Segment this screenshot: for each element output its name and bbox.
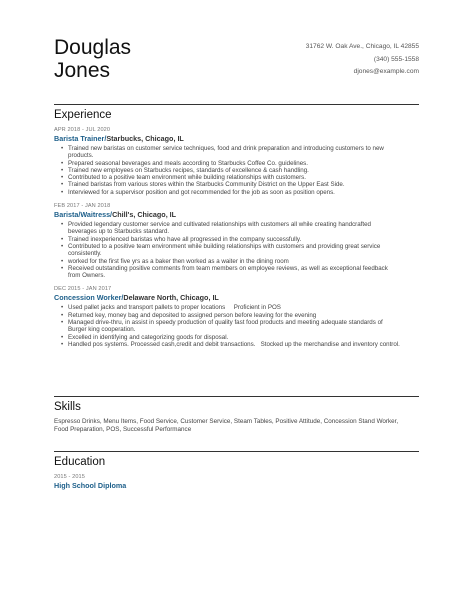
skills-list: Espresso Drinks, Menu Items, Food Service, Customer Service, Steam Tables, Positive Attitude, Concession Stand Worker, Food Preparation, POS, Successful Performance (54, 418, 399, 433)
bullet-item: • Trained new baristas on customer service techniques, food and drink preparation and introducing customers to new products. (68, 145, 419, 160)
candidate-name (54, 36, 131, 82)
bullet-item: • Contributed to a positive team environment while building relationships with customers. (68, 174, 419, 181)
job-company: Chill's, Chicago, IL (112, 210, 177, 220)
bullet-item: • Trained baristas from various stores within the Starbucks Community District on the Upper East Side. (68, 181, 419, 188)
phone: (340) 555-1558 (373, 55, 419, 63)
job-title (54, 293, 419, 303)
section-divider (54, 104, 419, 105)
job-dates: APR 2018 - JUL 2020 (54, 127, 111, 133)
bullet-item: • Trained new employees on Starbucks recipes, standards of excellence & cash handling. (68, 167, 419, 174)
contact-info (306, 41, 419, 79)
section-divider (54, 396, 419, 397)
section-title-skills: Skills (54, 401, 81, 413)
bullet-item: • Trained inexperienced baristas who have all progressed in the company successfully. (68, 236, 419, 243)
first-name: Douglas (54, 36, 132, 59)
job-title (54, 134, 419, 144)
section-divider (54, 451, 419, 452)
bullet-item: • Used pallet jacks and transport pallets to proper locations Proficient in POS (68, 304, 419, 311)
bullet-item: • Contributed to a positive team environment while building relationships with customers and providing great service consistently. (68, 243, 419, 258)
email: djones@example.com (353, 68, 419, 75)
job-company: Delaware North, Chicago, IL (123, 293, 219, 303)
skills-section (54, 396, 419, 433)
education-dates: 2015 - 2015 (54, 474, 85, 480)
bullet-item: • worked for the first five yrs as a baker then worked as a waiter in the dining room (68, 258, 419, 265)
bullet-item: • Managed drive-thru, in assist in speedy production of quality fast food products and meeting adequate standards of Burger king cooperation. (68, 319, 419, 334)
bullet-item: • Provided legendary customer service and cultivated relationships with customers all while creating handcrafted beverages up to Starbucks standard. (68, 221, 419, 236)
job-dates: DEC 2015 - JAN 2017 (54, 286, 112, 293)
job-bullets (54, 221, 419, 279)
job-entry (54, 126, 419, 196)
bullet-item: • Returned key, money bag and deposited to assigned person before leaving for the evening (68, 312, 419, 319)
job-bullets (54, 304, 419, 348)
education-degree: High School Diploma (54, 481, 127, 490)
experience-section (54, 104, 419, 354)
bullet-item: • Received outstanding positive comments from team members on employee reviews, as well as exceptional feedback from Owners. (68, 265, 419, 280)
job-entry (54, 202, 419, 279)
job-company: Starbucks, Chicago, IL (106, 134, 184, 143)
bullet-item: • Prepared seasonal beverages and meals according to Starbucks Coffee Co. guidelines. (68, 160, 419, 167)
bullet-item: • Handled pos systems. Processed cash,credit and debit transactions. Stocked up the merchandise and inventory control. (68, 341, 419, 348)
last-name: Jones (54, 59, 111, 82)
job-role: Barista Trainer/ (54, 134, 107, 143)
job-dates: FEB 2017 - JAN 2018 (54, 203, 111, 210)
address: 31762 W. Oak Ave., Chicago, IL 42855 (305, 43, 419, 50)
section-title-education: Education (54, 456, 106, 468)
job-entry (54, 285, 419, 348)
bullet-item: • Excelled in identifying and categorizing goods for disposal. (68, 334, 419, 341)
job-bullets (54, 145, 419, 196)
bullet-item: • Interviewed for a supervisor position and got recommended for the job as soon as position opens. (68, 189, 419, 196)
job-role: Barista/Waitress/ (54, 210, 113, 220)
job-role: Concession Worker/ (54, 293, 124, 303)
job-title (54, 210, 419, 220)
education-section (54, 451, 419, 491)
section-title-experience: Experience (54, 109, 112, 121)
